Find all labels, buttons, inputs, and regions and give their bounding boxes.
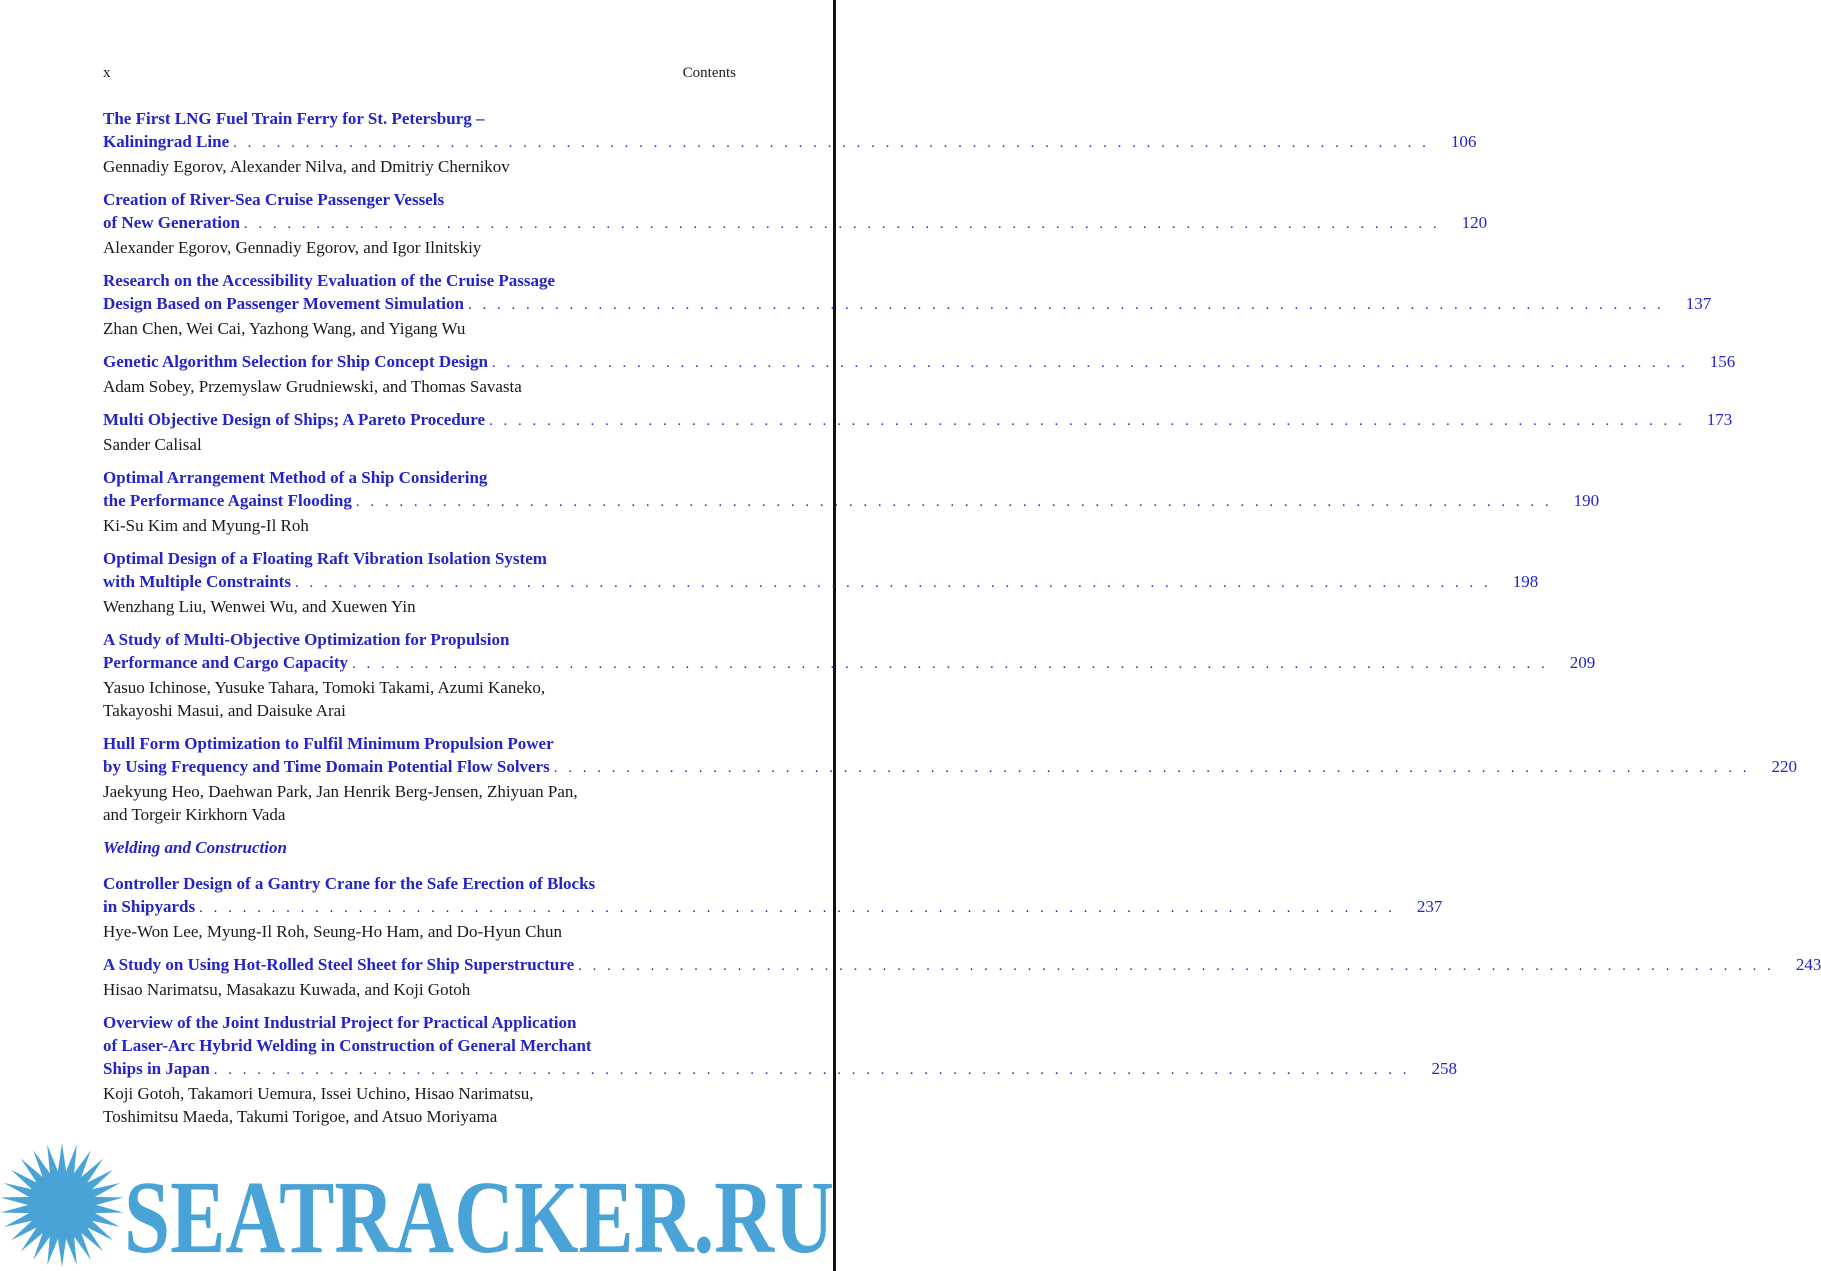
toc-entry: [103, 269, 1712, 340]
entry-title-link[interactable]: [103, 292, 1712, 317]
watermark-logo: [0, 1140, 842, 1271]
entry-title-line[interactable]: Creation of River-Sea Cruise Passenger Vessels: [103, 190, 445, 209]
toc-entries-part1: [103, 107, 1797, 826]
toc-entry: [103, 872, 1443, 943]
toc-entry: [103, 188, 1488, 259]
entry-authors: Takayoshi Masui, and Daisuke Arai: [103, 701, 346, 720]
entry-title-line[interactable]: Genetic Algorithm Selection for Ship Concept Design: [103, 352, 488, 371]
entry-title-link[interactable]: [103, 651, 1596, 676]
section-heading[interactable]: Welding and Construction: [103, 838, 287, 857]
toc-entry: [103, 408, 1733, 456]
entry-authors: Wenzhang Liu, Wenwei Wu, and Xuewen Yin: [103, 597, 416, 616]
entry-title-link[interactable]: [103, 1057, 1458, 1082]
entry-authors: Toshimitsu Maeda, Takumi Torigoe, and Atsuo Moriyama: [103, 1107, 498, 1126]
page-number-link[interactable]: 106: [1450, 132, 1477, 151]
entry-title-line[interactable]: Design Based on Passenger Movement Simulation: [103, 294, 464, 313]
page-number-link[interactable]: 156: [1709, 352, 1736, 371]
table-of-contents: [103, 107, 1821, 1138]
entry-authors: Sander Calisal: [103, 435, 202, 454]
page-number-link[interactable]: 243: [1795, 955, 1821, 974]
entry-title-line[interactable]: Performance and Cargo Capacity: [103, 653, 349, 672]
entry-title-link[interactable]: [103, 570, 1539, 595]
entry-authors: Gennadiy Egorov, Alexander Nilva, and Dmitriy Chernikov: [103, 157, 510, 176]
entry-title-line[interactable]: by Using Frequency and Time Domain Potential Flow Solvers: [103, 757, 550, 776]
entry-title-line[interactable]: with Multiple Constraints: [103, 572, 291, 591]
page-number-link[interactable]: 137: [1685, 294, 1712, 313]
dot-leader: . . . . . . . . . . . . . . . . . . . . . . . . . . . . . . . . . . . . . . . . . . . . . . . . . . . . . . . . . . . . . . . . . . . . . . . . . . . . . . . . . . .: [355, 494, 1553, 510]
entry-title-link[interactable]: [103, 350, 1736, 375]
entry-title-line[interactable]: Optimal Arrangement Method of a Ship Considering: [103, 468, 488, 487]
page-number-link[interactable]: 173: [1706, 410, 1733, 429]
toc-entry: [103, 466, 1600, 537]
dot-leader: . . . . . . . . . . . . . . . . . . . . . . . . . . . . . . . . . . . . . . . . . . . . . . . . . . . . . . . . . . . . . . . . . . . . . . . . . . . . . . . . . . .: [467, 297, 1665, 313]
page-number-link[interactable]: 190: [1573, 491, 1600, 510]
entry-title-line[interactable]: Research on the Accessibility Evaluation of the Cruise Passage: [103, 271, 556, 290]
entry-title-link[interactable]: [103, 895, 1443, 920]
dot-leader: . . . . . . . . . . . . . . . . . . . . . . . . . . . . . . . . . . . . . . . . . . . . . . . . . . . . . . . . . . . . . . . . . . . . . . . . . . . . . . . . . . .: [553, 760, 1750, 776]
toc-entry: [103, 107, 1477, 178]
entry-authors: Alexander Egorov, Gennadiy Egorov, and Igor Ilnitskiy: [103, 238, 482, 257]
entry-authors: Koji Gotoh, Takamori Uemura, Issei Uchino, Hisao Narimatsu,: [103, 1084, 534, 1103]
dot-leader: . . . . . . . . . . . . . . . . . . . . . . . . . . . . . . . . . . . . . . . . . . . . . . . . . . . . . . . . . . . . . . . . . . . . . . . . . . . . . . . . . . .: [492, 355, 1689, 371]
entry-title-link[interactable]: [103, 408, 1733, 433]
entry-authors: Yasuo Ichinose, Yusuke Tahara, Tomoki Takami, Azumi Kaneko,: [103, 678, 546, 697]
entry-title-line[interactable]: of Laser-Arc Hybrid Welding in Construction of General Merchant: [103, 1036, 592, 1055]
entry-title-line[interactable]: Controller Design of a Gantry Crane for the Safe Erection of Blocks: [103, 874, 596, 893]
toc-entry: [103, 628, 1596, 722]
dot-leader: . . . . . . . . . . . . . . . . . . . . . . . . . . . . . . . . . . . . . . . . . . . . . . . . . . . . . . . . . . . . . . . . . . . . . . . . . . . . . . . . . . .: [233, 135, 1430, 151]
entry-title-link[interactable]: [103, 755, 1797, 780]
dot-leader: . . . . . . . . . . . . . . . . . . . . . . . . . . . . . . . . . . . . . . . . . . . . . . . . . . . . . . . . . . . . . . . . . . . . . . . . . . . . . . . . . . .: [352, 656, 1549, 672]
toc-entry: [103, 547, 1539, 618]
entry-title-line[interactable]: Hull Form Optimization to Fulfil Minimum Propulsion Power: [103, 734, 554, 753]
dot-leader: . . . . . . . . . . . . . . . . . . . . . . . . . . . . . . . . . . . . . . . . . . . . . . . . . . . . . . . . . . . . . . . . . . . . . . . . . . . . . . . . . . .: [199, 900, 1396, 916]
sun-icon: [1, 1143, 124, 1267]
entry-title-link[interactable]: [103, 130, 1477, 155]
page-number-link[interactable]: 220: [1771, 757, 1797, 776]
dot-leader: . . . . . . . . . . . . . . . . . . . . . . . . . . . . . . . . . . . . . . . . . . . . . . . . . . . . . . . . . . . . . . . . . . . . . . . . . . . . . . . . . . .: [213, 1062, 1411, 1078]
page-number: x: [103, 65, 111, 81]
entry-authors: Hye-Won Lee, Myung-Il Roh, Seung-Ho Ham, and Do-Hyun Chun: [103, 922, 562, 941]
entry-title-line[interactable]: Ships in Japan: [103, 1059, 210, 1078]
entry-title-line[interactable]: A Study of Multi-Objective Optimization for Propulsion: [103, 630, 510, 649]
entry-title-link[interactable]: [103, 489, 1600, 514]
page-number-link[interactable]: 120: [1461, 213, 1488, 232]
toc-entry: [103, 350, 1736, 398]
entry-authors: Ki-Su Kim and Myung-Il Roh: [103, 516, 309, 535]
dot-leader: . . . . . . . . . . . . . . . . . . . . . . . . . . . . . . . . . . . . . . . . . . . . . . . . . . . . . . . . . . . . . . . . . . . . . . . . . . . . . . . . . . .: [578, 958, 1775, 974]
entry-authors: Zhan Chen, Wei Cai, Yazhong Wang, and Yigang Wu: [103, 319, 466, 338]
page-number-link[interactable]: 198: [1512, 572, 1539, 591]
entry-authors: Adam Sobey, Przemyslaw Grudniewski, and Thomas Savasta: [103, 377, 522, 396]
entry-title-line[interactable]: the Performance Against Flooding: [103, 491, 352, 510]
entry-authors: and Torgeir Kirkhorn Vada: [103, 805, 286, 824]
entry-title-link[interactable]: [103, 211, 1488, 236]
entry-title-line[interactable]: A Study on Using Hot-Rolled Steel Sheet for Ship Superstructure: [103, 955, 575, 974]
entry-title-line[interactable]: of New Generation: [103, 213, 240, 232]
entry-title-line[interactable]: Multi Objective Design of Ships; A Pareto Procedure: [103, 410, 485, 429]
toc-entry: [103, 1011, 1458, 1128]
entry-title-line[interactable]: Overview of the Joint Industrial Project for Practical Application: [103, 1013, 577, 1032]
watermark-text: SEATRACKER.RU: [124, 1160, 834, 1271]
sun-disc: [32, 1175, 92, 1235]
entry-title-link[interactable]: [103, 953, 1821, 978]
page-header: [103, 65, 736, 82]
page-number-link[interactable]: 209: [1569, 653, 1596, 672]
entry-authors: Jaekyung Heo, Daehwan Park, Jan Henrik Berg-Jensen, Zhiyuan Pan,: [103, 782, 578, 801]
entry-title-line[interactable]: Kaliningrad Line: [103, 132, 230, 151]
toc-entry: [103, 732, 1797, 826]
dot-leader: . . . . . . . . . . . . . . . . . . . . . . . . . . . . . . . . . . . . . . . . . . . . . . . . . . . . . . . . . . . . . . . . . . . . . . . . . . . . . . . . . . .: [489, 413, 1686, 429]
page-number-link[interactable]: 258: [1431, 1059, 1458, 1078]
toc-entries-part2: [103, 872, 1821, 1128]
entry-title-line[interactable]: The First LNG Fuel Train Ferry for St. Petersburg –: [103, 109, 485, 128]
entry-title-line[interactable]: Optimal Design of a Floating Raft Vibration Isolation System: [103, 549, 547, 568]
toc-entry: [103, 953, 1821, 1001]
entry-title-line[interactable]: in Shipyards: [103, 897, 196, 916]
page-number-link[interactable]: 237: [1416, 897, 1443, 916]
running-title: Contents: [682, 65, 736, 81]
dot-leader: . . . . . . . . . . . . . . . . . . . . . . . . . . . . . . . . . . . . . . . . . . . . . . . . . . . . . . . . . . . . . . . . . . . . . . . . . . . . . . . . . . .: [294, 575, 1492, 591]
entry-authors: Hisao Narimatsu, Masakazu Kuwada, and Koji Gotoh: [103, 980, 471, 999]
dot-leader: . . . . . . . . . . . . . . . . . . . . . . . . . . . . . . . . . . . . . . . . . . . . . . . . . . . . . . . . . . . . . . . . . . . . . . . . . . . . . . . . . . .: [243, 216, 1441, 232]
